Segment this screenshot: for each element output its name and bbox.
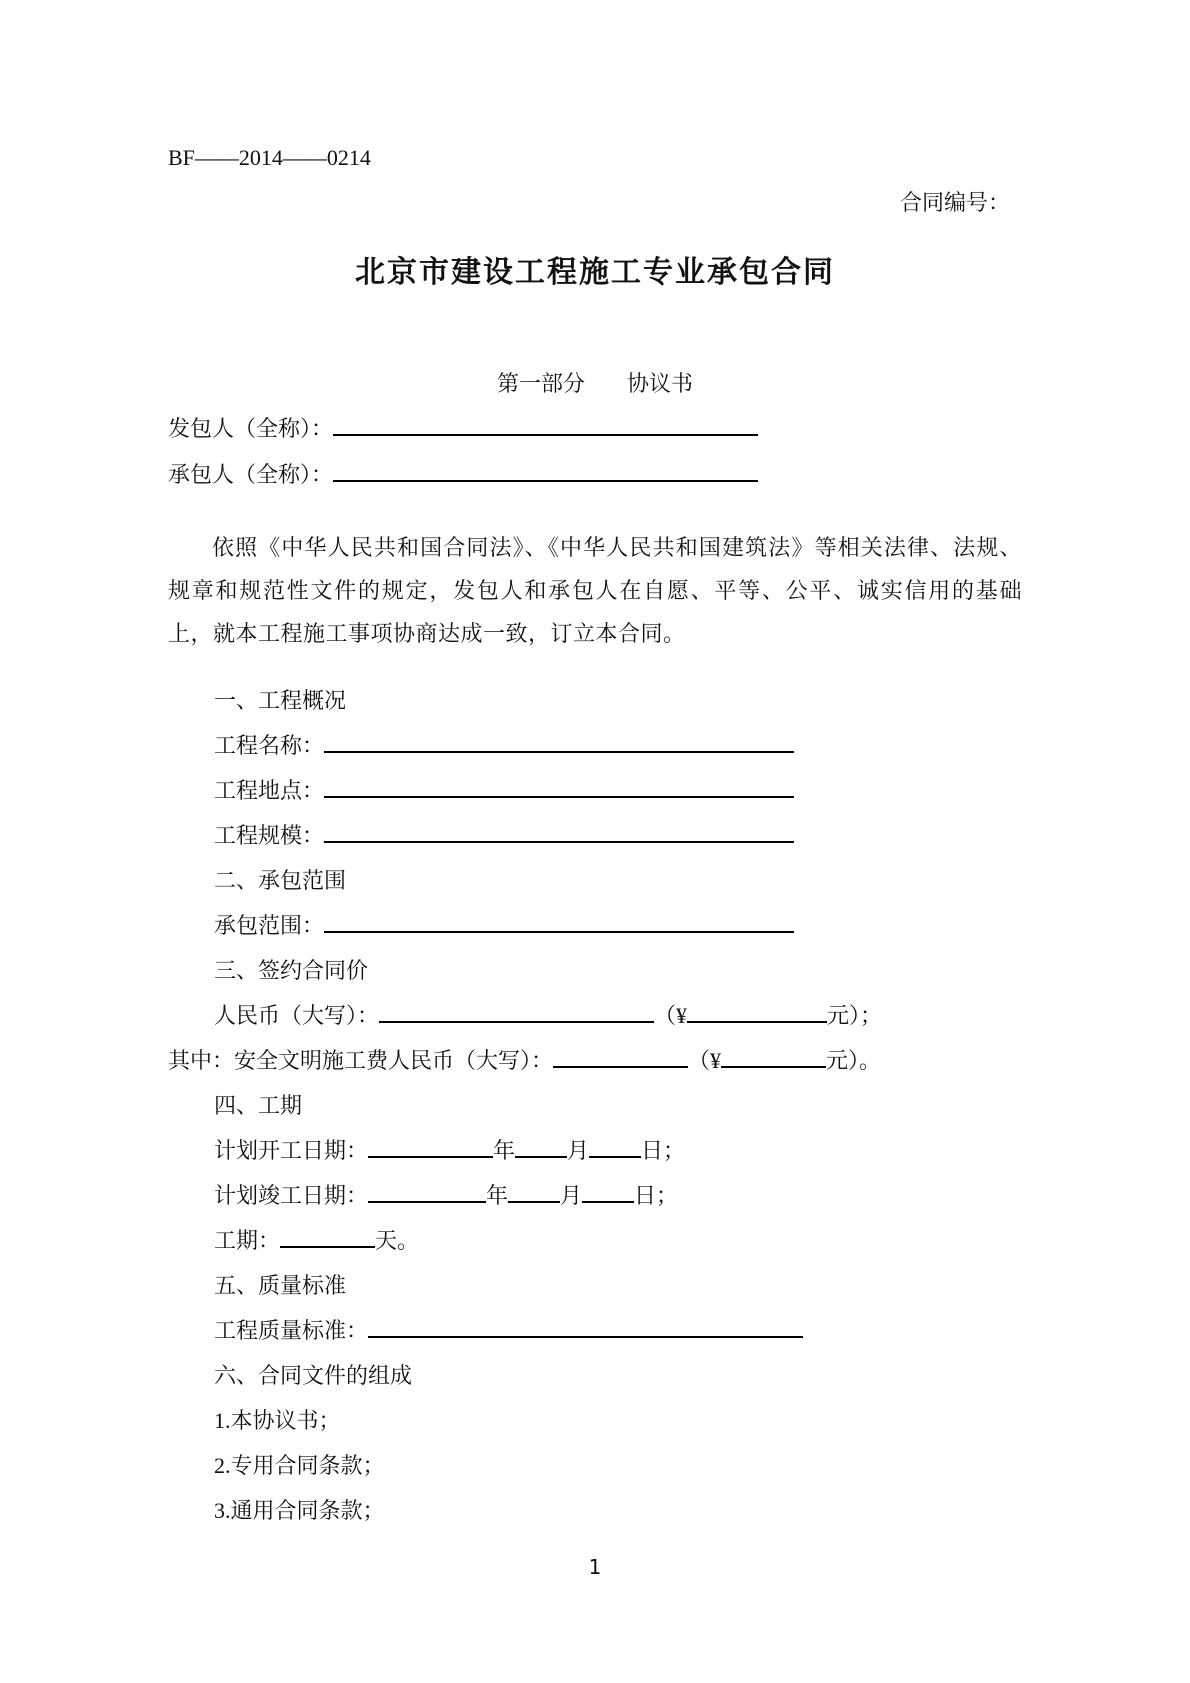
quality-standard-line xyxy=(168,1308,1022,1353)
contract-scope-blank[interactable] xyxy=(324,927,794,933)
section-3-heading: 三、签约合同价 xyxy=(214,958,369,983)
project-name-blank[interactable] xyxy=(324,747,794,753)
start-day-label: 日； xyxy=(641,1138,686,1163)
project-scale-blank[interactable] xyxy=(324,837,794,843)
safety-paren-close: 元）。 xyxy=(826,1048,882,1073)
employer-name-blank[interactable] xyxy=(333,430,758,436)
section-5-heading: 五、质量标准 xyxy=(214,1273,347,1298)
completion-month-label: 月 xyxy=(560,1183,583,1208)
duration-label: 工期： xyxy=(214,1228,281,1253)
completion-year-label: 年 xyxy=(486,1183,509,1208)
part-heading xyxy=(168,361,1022,406)
section-4-heading: 四、工期 xyxy=(214,1093,303,1118)
duration-line xyxy=(168,1218,1022,1263)
price-words-label: 人民币（大写）： xyxy=(214,1003,380,1028)
price-paren-open: （¥ xyxy=(654,1003,688,1028)
contractor-line xyxy=(168,452,1022,498)
start-day-blank[interactable] xyxy=(589,1152,641,1158)
project-location-blank[interactable] xyxy=(324,792,794,798)
intro-paragraph: 依照《中华人民共和国合同法》、《中华人民共和国建筑法》等相关法律、法规、规章和规范性文件的规定，发包人和承包人在自愿、平等、公平、诚实信用的基础上，就本工程施工事项协商达成一致，订立本合同。 xyxy=(168,535,1022,646)
start-year-blank[interactable] xyxy=(368,1152,493,1158)
contract-scope-line xyxy=(168,903,1022,948)
contract-doc-item-2: 2.专用合同条款； xyxy=(214,1453,385,1478)
contract-price-line xyxy=(168,993,1022,1038)
start-month-blank[interactable] xyxy=(515,1152,567,1158)
project-scale-line xyxy=(168,813,1022,858)
completion-month-blank[interactable] xyxy=(508,1197,560,1203)
safety-paren-open: （¥ xyxy=(688,1048,722,1073)
section-1-heading: 一、工程概况 xyxy=(214,688,347,713)
contractor-name-blank[interactable] xyxy=(333,476,758,482)
completion-day-label: 日； xyxy=(634,1183,679,1208)
part-name: 协议书 xyxy=(627,371,694,396)
planned-start-label: 计划开工日期： xyxy=(214,1138,369,1163)
contract-number-line xyxy=(168,180,1022,225)
project-name-label: 工程名称： xyxy=(214,733,325,758)
price-words-blank[interactable] xyxy=(379,1017,654,1023)
start-month-label: 月 xyxy=(567,1138,590,1163)
duration-days-blank[interactable] xyxy=(280,1242,375,1248)
price-figures-blank[interactable] xyxy=(687,1017,827,1023)
section-2-heading: 二、承包范围 xyxy=(214,868,347,893)
contract-number-label: 合同编号： xyxy=(899,190,1010,215)
contract-doc-item-3: 3.通用合同条款； xyxy=(214,1498,385,1523)
contract-scope-label: 承包范围： xyxy=(214,913,325,938)
project-location-line xyxy=(168,768,1022,813)
project-location-label: 工程地点： xyxy=(214,778,325,803)
section-6-heading: 六、合同文件的组成 xyxy=(214,1363,413,1388)
quality-standard-label: 工程质量标准： xyxy=(214,1318,369,1343)
planned-completion-label: 计划竣工日期： xyxy=(214,1183,369,1208)
price-paren-close: 元）； xyxy=(827,1003,883,1028)
contractor-label: 承包人（全称）： xyxy=(168,462,334,487)
project-name-line xyxy=(168,723,1022,768)
contract-doc-item-1: 1.本协议书； xyxy=(214,1408,341,1433)
start-year-label: 年 xyxy=(493,1138,516,1163)
planned-completion-date-line xyxy=(168,1173,1022,1218)
project-scale-label: 工程规模： xyxy=(214,823,325,848)
part-label: 第一部分 xyxy=(496,371,585,396)
doc-code: BF——2014——0214 xyxy=(168,145,371,170)
safety-fee-line xyxy=(168,1038,1022,1083)
duration-suffix: 天。 xyxy=(375,1228,420,1253)
employer-label: 发包人（全称）： xyxy=(168,416,334,441)
safety-fee-words-blank[interactable] xyxy=(553,1062,688,1068)
safety-fee-label: 其中：安全文明施工费人民币（大写）： xyxy=(168,1048,554,1073)
planned-start-date-line xyxy=(168,1128,1022,1173)
quality-standard-blank[interactable] xyxy=(368,1332,803,1338)
page-number: 1 xyxy=(588,1555,602,1579)
completion-year-blank[interactable] xyxy=(368,1197,486,1203)
safety-fee-figures-blank[interactable] xyxy=(721,1062,826,1068)
document-title: 北京市建设工程施工专业承包合同 xyxy=(355,256,835,289)
completion-day-blank[interactable] xyxy=(582,1197,634,1203)
employer-line xyxy=(168,406,1022,452)
